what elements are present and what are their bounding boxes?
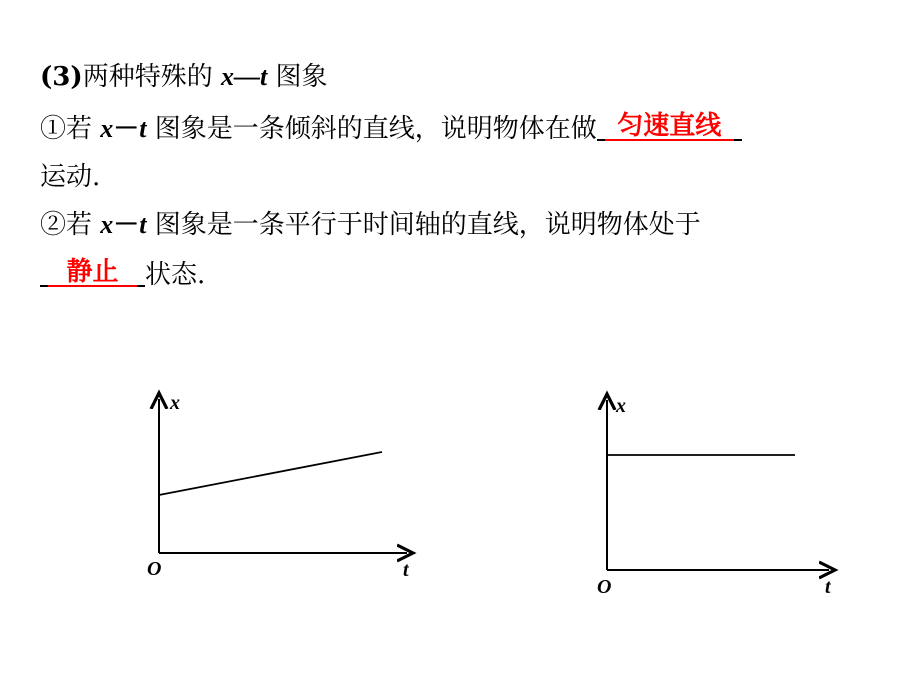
item1-answer-underline [605, 139, 734, 141]
graph-horizontal-x-label: t [825, 576, 831, 598]
graph-horizontal [585, 390, 845, 605]
item2-prefix: ②若 [40, 210, 93, 240]
item2-end: 状态. [145, 260, 206, 290]
item1-dash: － [113, 114, 140, 144]
heading-number: (3) [40, 62, 83, 92]
item2-var-x: x [100, 210, 114, 239]
item1-body: 图象是一条倾斜的直线，说明物体在做 [154, 114, 597, 144]
item2-answer: 静止 [66, 257, 119, 287]
item2-var-t: t [139, 210, 147, 239]
item2-dash: － [113, 210, 140, 240]
item1-answer-blank [597, 111, 742, 141]
heading-text: 两种特殊的 [82, 62, 213, 92]
item1-line [40, 111, 742, 146]
item2-end-line [40, 257, 205, 292]
heading-variable: x—t [220, 62, 268, 91]
graph-sloped-origin: O [147, 558, 162, 580]
graph-horizontal-origin: O [597, 576, 612, 598]
graph-horizontal-y-label: x [616, 395, 626, 417]
item1-end-line [40, 160, 100, 194]
item1-var-t: t [139, 114, 147, 143]
item1-end: 运动. [40, 162, 101, 192]
graph-sloped [135, 385, 425, 590]
graph-sloped-x-label: t [403, 559, 409, 581]
item2-line [40, 208, 701, 242]
item1-prefix: ①若 [40, 114, 93, 144]
heading-tail: 图象 [275, 62, 328, 92]
item1-var-x: x [100, 114, 114, 143]
item2-body: 图象是一条平行于时间轴的直线，说明物体处于 [154, 210, 701, 240]
item1-answer: 匀速直线 [617, 111, 722, 141]
graph-sloped-line [159, 452, 382, 495]
item2-answer-underline [48, 285, 137, 287]
item2-answer-blank [40, 257, 145, 287]
graph-sloped-y-label: x [170, 392, 180, 414]
heading-line [40, 60, 328, 94]
